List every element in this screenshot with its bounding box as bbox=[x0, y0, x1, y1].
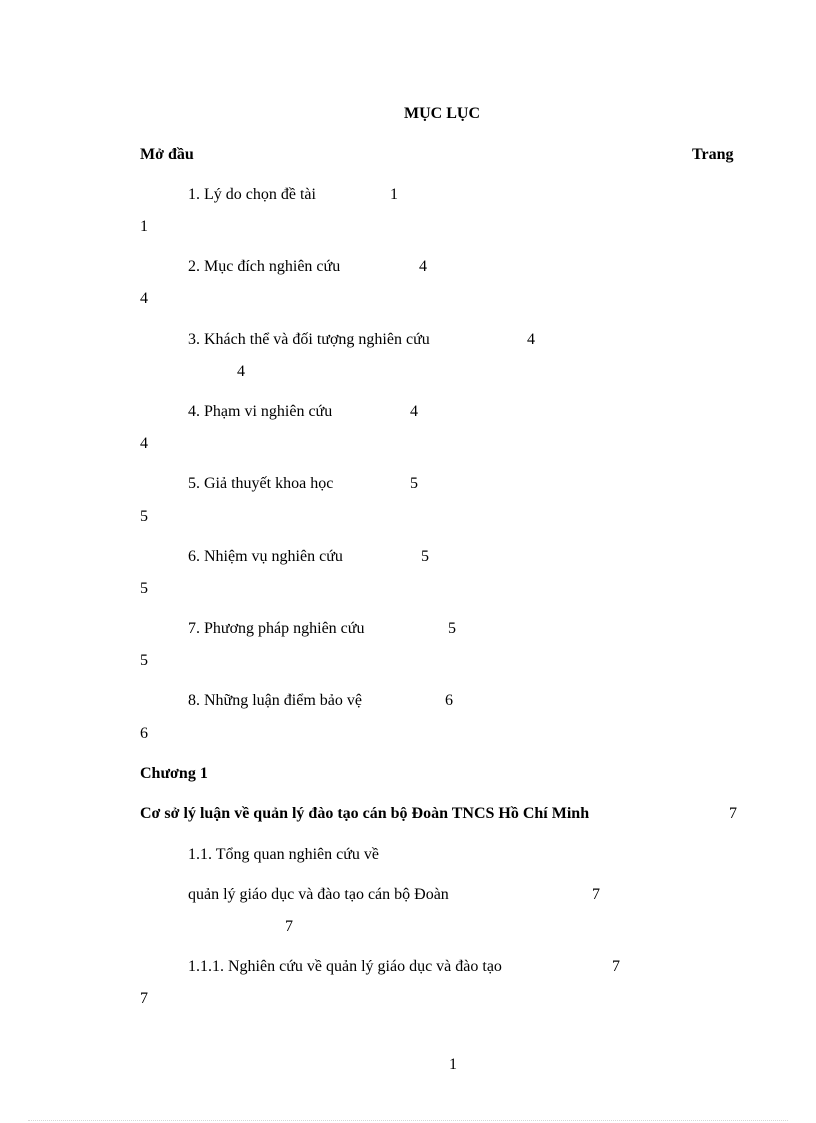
toc-subsection-page-wrap: 7 bbox=[140, 990, 148, 1007]
toc-subsection-page-wrap: 7 bbox=[285, 918, 293, 935]
toc-item-label: 8. Những luận điểm bảo vệ bbox=[188, 692, 362, 709]
toc-item-label: 6. Nhiệm vụ nghiên cứu bbox=[188, 548, 343, 565]
toc-item-label: 4. Phạm vi nghiên cứu bbox=[188, 403, 333, 420]
toc-subsection-label-cont: quản lý giáo dục và đào tạo cán bộ Đoàn bbox=[188, 886, 449, 903]
chapter-page: 7 bbox=[729, 805, 737, 822]
toc-item-label: 1. Lý do chọn đề tài bbox=[188, 186, 316, 203]
toc-item-page: 6 bbox=[445, 692, 453, 709]
toc-item-label: 5. Giả thuyết khoa học bbox=[188, 475, 334, 492]
toc-item-page: 5 bbox=[421, 548, 429, 565]
toc-item-page: 5 bbox=[448, 620, 456, 637]
toc-item-page-wrap: 4 bbox=[140, 290, 148, 307]
toc-item-page: 4 bbox=[527, 331, 535, 348]
page-number: 1 bbox=[449, 1056, 457, 1073]
toc-item-page-wrap: 5 bbox=[140, 652, 148, 669]
toc-item-page: 1 bbox=[390, 186, 398, 203]
toc-item-page: 5 bbox=[410, 475, 418, 492]
chapter-heading: Chương 1 bbox=[140, 765, 208, 782]
toc-title: MỤC LỤC bbox=[404, 105, 480, 122]
toc-item-page: 4 bbox=[410, 403, 418, 420]
toc-subsection-page: 7 bbox=[592, 886, 600, 903]
toc-item-page: 4 bbox=[419, 258, 427, 275]
toc-item-page-wrap: 4 bbox=[140, 435, 148, 452]
toc-item-page-wrap: 5 bbox=[140, 580, 148, 597]
toc-header-intro: Mở đầu bbox=[140, 146, 194, 163]
page-bottom-divider bbox=[28, 1120, 788, 1121]
toc-item-page-wrap: 6 bbox=[140, 725, 148, 742]
chapter-title: Cơ sở lý luận về quản lý đào tạo cán bộ Đoàn TNCS Hồ Chí Minh bbox=[140, 805, 590, 822]
toc-item-label: 7. Phương pháp nghiên cứu bbox=[188, 620, 365, 637]
toc-item-page-wrap: 5 bbox=[140, 508, 148, 525]
toc-item-label: 3. Khách thể và đối tượng nghiên cứu bbox=[188, 331, 430, 348]
toc-subsection-label: 1.1.1. Nghiên cứu về quản lý giáo dục và đào tạo bbox=[188, 958, 502, 975]
toc-header-page: Trang bbox=[692, 146, 734, 163]
toc-subsection-label: 1.1. Tổng quan nghiên cứu về bbox=[188, 846, 380, 863]
toc-item-label: 2. Mục đích nghiên cứu bbox=[188, 258, 341, 275]
toc-item-page-wrap: 1 bbox=[140, 218, 148, 235]
toc-subsection-page: 7 bbox=[612, 958, 620, 975]
toc-item-page-wrap: 4 bbox=[237, 363, 245, 380]
